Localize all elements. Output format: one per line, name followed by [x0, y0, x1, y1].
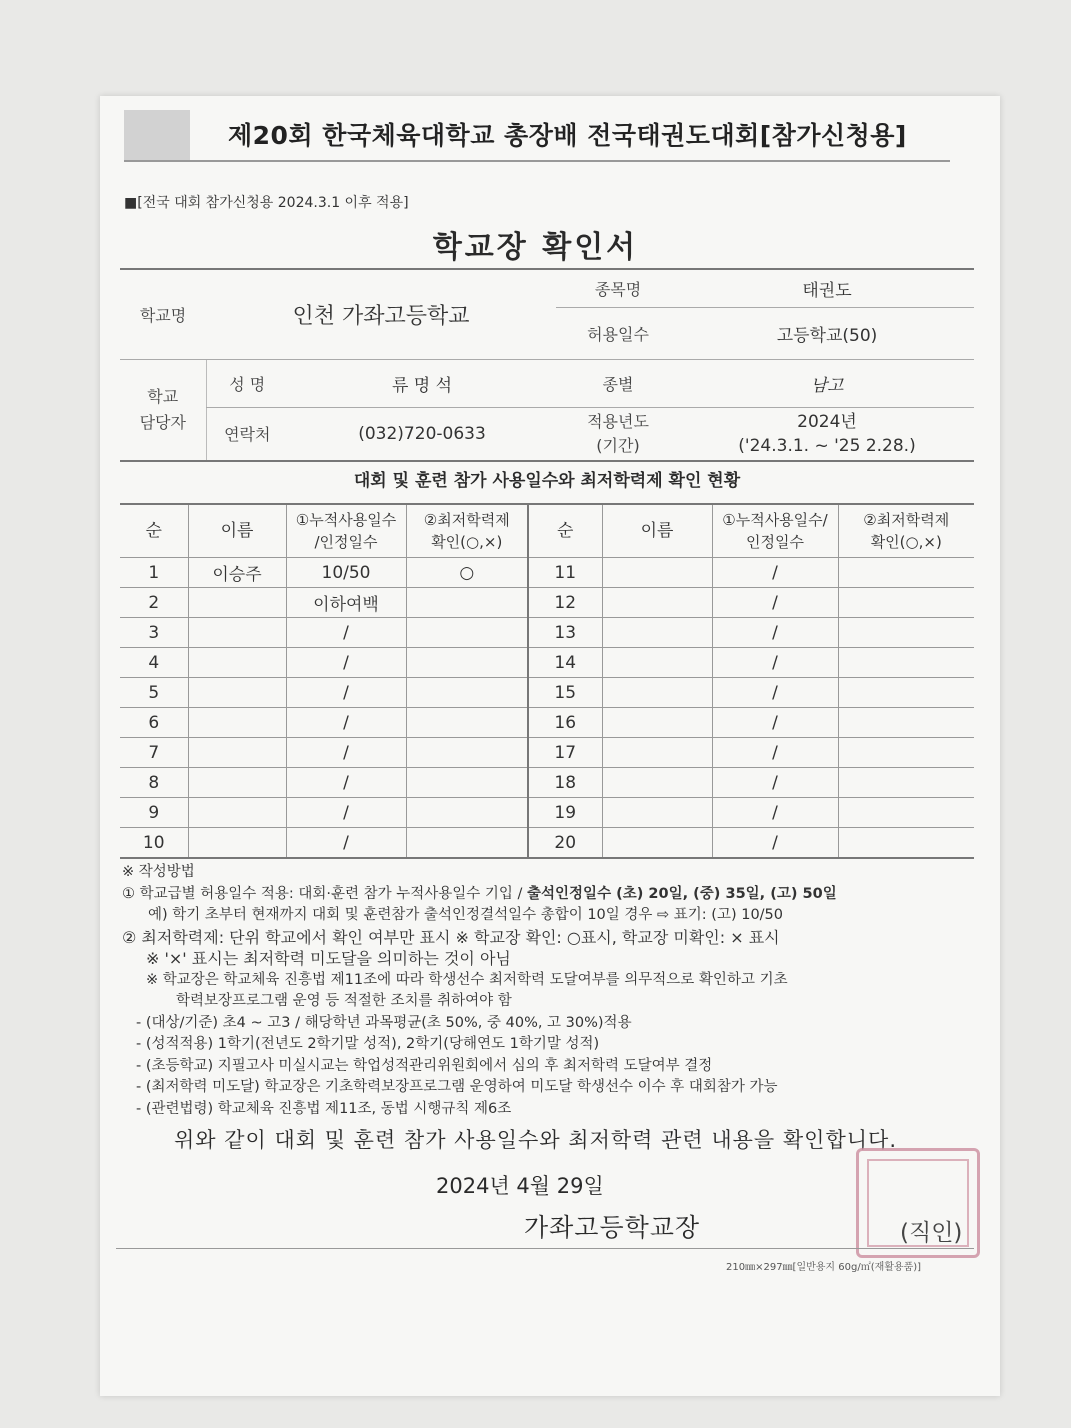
row-no-left: 1 — [120, 558, 188, 588]
row-days-right: / — [712, 558, 838, 588]
status-body — [120, 558, 974, 859]
row-days-right: / — [712, 738, 838, 768]
row-name-right — [602, 768, 712, 798]
name-value: 류 명 석 — [288, 359, 556, 407]
note-1a: ① 학교급별 허용일수 적용: 대회·훈련 참가 누적사용일수 기입 / — [122, 885, 528, 902]
col-name-right: 이름 — [602, 504, 712, 558]
row-no-left: 10 — [120, 828, 188, 859]
row-no-left: 3 — [120, 618, 188, 648]
gender-label: 종별 — [556, 359, 680, 407]
row-days-right: / — [712, 798, 838, 828]
gender-value: 남고 — [680, 359, 974, 407]
row-name-right — [602, 588, 712, 618]
row-days-right: / — [712, 828, 838, 859]
principal-title: 가좌고등학교장 — [524, 1213, 701, 1242]
col-days-right-line2: 인정일수 — [746, 533, 804, 551]
row-name-left — [188, 588, 286, 618]
paper-spec: 210㎜×297㎜[일반용지 60g/㎡(재활용품)] — [726, 1262, 922, 1273]
year-label-line2: (기간) — [596, 435, 640, 455]
event-label: 종목명 — [556, 269, 680, 307]
col-days-right-line1: ①누적사용일수/ — [722, 511, 828, 529]
seal-label: (직인) — [900, 1220, 963, 1246]
title-rule — [124, 160, 950, 162]
row-name-left — [188, 618, 286, 648]
row-days-right: / — [712, 678, 838, 708]
contact-value: (032)720-0633 — [288, 407, 556, 461]
row-check-right — [838, 648, 974, 678]
manager-label — [120, 359, 206, 461]
row-days-right: / — [712, 618, 838, 648]
row-check-left — [406, 648, 528, 678]
col-check-right — [838, 504, 974, 558]
row-check-right — [838, 618, 974, 648]
table-row — [120, 588, 974, 618]
event-title: 제20회 한국체육대학교 총장배 전국태권도대회[참가신청용] — [228, 121, 907, 150]
row-name-left — [188, 648, 286, 678]
note-7: - (대상/기준) 초4 ~ 고3 / 해당학년 과목평균(초 50%, 중 40%, 고 30%)적용 — [136, 1014, 632, 1031]
row-name-right — [602, 648, 712, 678]
row-name-left — [188, 798, 286, 828]
info-table — [120, 268, 974, 462]
row-days-left: / — [286, 708, 406, 738]
row-check-left — [406, 588, 528, 618]
note-4: ※ '×' 표시는 최저학력 미도달을 의미하는 것이 아님 — [146, 949, 511, 968]
confirmation-statement: 위와 같이 대회 및 훈련 참가 사용일수와 최저학력 관련 내용을 확인합니다. — [173, 1128, 897, 1152]
school-label: 학교명 — [120, 269, 206, 359]
status-table — [120, 503, 974, 859]
table-row — [120, 768, 974, 798]
row-no-right: 19 — [528, 798, 602, 828]
row-check-right — [838, 588, 974, 618]
row-days-left: / — [286, 618, 406, 648]
title-bar — [124, 110, 950, 160]
table-row — [120, 828, 974, 859]
note-6: 학력보장프로그램 운영 등 적절한 조치를 취하여야 함 — [176, 993, 512, 1009]
row-days-right: / — [712, 588, 838, 618]
note-1 — [122, 884, 982, 906]
row-no-right: 14 — [528, 648, 602, 678]
writing-instructions — [122, 862, 982, 1120]
row-no-left: 4 — [120, 648, 188, 678]
status-header-row — [120, 504, 974, 558]
col-days-right — [712, 504, 838, 558]
signing-date: 2024년 4월 29일 — [436, 1174, 604, 1198]
period-value: ('24.3.1. ~ '25 2.28.) — [738, 435, 916, 456]
row-check-left — [406, 708, 528, 738]
row-check-left — [406, 678, 528, 708]
row-check-left — [406, 828, 528, 859]
row-check-right — [838, 558, 974, 588]
school-name: 인천 가좌고등학교 — [206, 269, 556, 359]
year-value — [680, 407, 974, 461]
note-10: - (최저학력 미도달) 학교장은 기초학력보장프로그램 운영하여 미도달 학생선수 이수 후 대회참가 가능 — [136, 1079, 778, 1095]
contact-label: 연락처 — [206, 407, 288, 461]
name-label: 성 명 — [206, 359, 288, 407]
note-3: ② 최저학력제: 단위 학교에서 확인 여부만 표시 ※ 학교장 확인: ○표시, 학교장 미확인: × 표시 — [122, 927, 780, 947]
row-check-left — [406, 738, 528, 768]
row-name-right — [602, 828, 712, 859]
table-row — [120, 708, 974, 738]
note-2: 예) 학기 초부터 현재까지 대회 및 훈련참가 출석인정결석일수 총합이 10일 경우 ⇨ 표기: (고) 10/50 — [148, 907, 784, 923]
row-check-right — [838, 768, 974, 798]
row-name-left — [188, 828, 286, 859]
row-days-left: / — [286, 678, 406, 708]
year-value-line1: 2024년 — [797, 411, 857, 432]
col-days-left-line1: ①누적사용일수 — [295, 511, 397, 529]
col-check-left-line1: ②최저학력제 — [423, 511, 510, 529]
footer-rule — [116, 1248, 974, 1249]
row-check-left — [406, 798, 528, 828]
col-check-left-line2: 확인(○,×) — [431, 533, 503, 551]
year-label-line1: 적용년도 — [587, 411, 649, 431]
row-check-right — [838, 798, 974, 828]
allowed-days-value: 고등학교(50) — [680, 307, 974, 359]
note-9: - (초등학교) 지필고사 미실시교는 학업성적관리위원회에서 심의 후 최저학력 도달여부 결정 — [136, 1057, 713, 1074]
row-name-left: 이승주 — [188, 558, 286, 588]
row-days-left: / — [286, 828, 406, 859]
row-no-right: 20 — [528, 828, 602, 859]
row-no-right: 16 — [528, 708, 602, 738]
row-no-left: 6 — [120, 708, 188, 738]
row-check-left — [406, 768, 528, 798]
row-check-left — [406, 618, 528, 648]
year-label — [556, 407, 680, 461]
note-11: - (관련법령) 학교체육 진흥법 제11조, 동법 시행규칙 제6조 — [136, 1100, 512, 1117]
row-no-left: 2 — [120, 588, 188, 618]
manager-label-line2: 담당자 — [139, 412, 186, 432]
col-no-right: 순 — [528, 504, 602, 558]
col-no-left: 순 — [120, 504, 188, 558]
note-1b: 출석인정일수 (초) 20일, (중) 35일, (고) 50일 — [527, 885, 837, 902]
col-check-right-line1: ②최저학력제 — [863, 511, 950, 529]
row-name-right — [602, 618, 712, 648]
row-name-right — [602, 798, 712, 828]
row-no-left: 7 — [120, 738, 188, 768]
row-days-left: / — [286, 768, 406, 798]
row-check-right — [838, 828, 974, 859]
manager-label-line1: 학교 — [147, 386, 179, 406]
row-days-left: / — [286, 738, 406, 768]
row-days-right: / — [712, 708, 838, 738]
row-name-left — [188, 678, 286, 708]
row-no-right: 18 — [528, 768, 602, 798]
row-no-left: 9 — [120, 798, 188, 828]
table-row — [120, 798, 974, 828]
row-no-left: 8 — [120, 768, 188, 798]
table-row — [120, 678, 974, 708]
row-no-right: 17 — [528, 738, 602, 768]
row-no-right: 15 — [528, 678, 602, 708]
table-row — [120, 738, 974, 768]
col-days-left — [286, 504, 406, 558]
table-row — [120, 558, 974, 588]
row-name-left — [188, 768, 286, 798]
row-check-left: ○ — [406, 558, 528, 588]
col-days-left-line2: /인정일수 — [314, 533, 378, 551]
row-no-right: 12 — [528, 588, 602, 618]
row-name-right — [602, 708, 712, 738]
col-check-right-line2: 확인(○,×) — [870, 533, 942, 551]
row-name-left — [188, 738, 286, 768]
row-name-right — [602, 558, 712, 588]
title-marker — [124, 110, 190, 160]
notes-heading: ※ 작성방법 — [122, 864, 195, 880]
row-name-left — [188, 708, 286, 738]
row-no-right: 13 — [528, 618, 602, 648]
allowed-days-label: 허용일수 — [556, 307, 680, 359]
row-name-right — [602, 738, 712, 768]
row-days-left: 10/50 — [286, 558, 406, 588]
table-row — [120, 648, 974, 678]
col-check-left — [406, 504, 528, 558]
row-check-right — [838, 678, 974, 708]
row-no-left: 5 — [120, 678, 188, 708]
status-title: 대회 및 훈련 참가 사용일수와 최저학력제 확인 현황 — [353, 471, 741, 491]
row-days-right: / — [712, 768, 838, 798]
note-5: ※ 학교장은 학교체육 진흥법 제11조에 따라 학생선수 최저학력 도달여부를 의무적으로 확인하고 기초 — [146, 971, 788, 988]
usage-notice: ■[전국 대회 참가신청용 2024.3.1 이후 적용] — [124, 195, 409, 211]
row-days-left: / — [286, 798, 406, 828]
row-check-right — [838, 738, 974, 768]
row-days-left: / — [286, 648, 406, 678]
document-title: 학교장 확인서 — [432, 230, 639, 265]
event-value: 태권도 — [680, 269, 974, 307]
table-row — [120, 618, 974, 648]
row-no-right: 11 — [528, 558, 602, 588]
row-check-right — [838, 708, 974, 738]
col-name-left: 이름 — [188, 504, 286, 558]
note-8: - (성적적용) 1학기(전년도 2학기말 성적), 2학기(당해연도 1학기말 성적) — [136, 1036, 600, 1052]
row-days-left: 이하여백 — [286, 588, 406, 618]
row-name-right — [602, 678, 712, 708]
row-days-right: / — [712, 648, 838, 678]
